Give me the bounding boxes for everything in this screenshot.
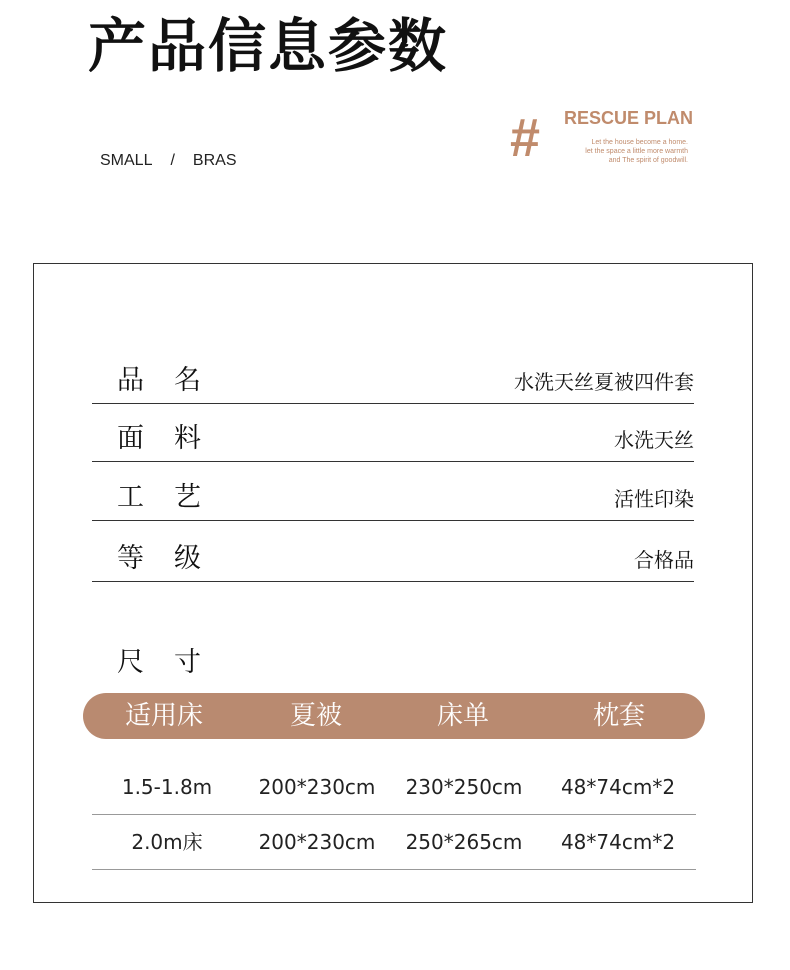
size-cell: 2.0m床 xyxy=(131,830,203,854)
attr-row-fabric xyxy=(92,403,694,462)
page-title: 产品信息参数 xyxy=(88,12,449,80)
subtitle-separator: / xyxy=(170,152,175,169)
attr-value: 水洗天丝 xyxy=(614,428,694,452)
size-header-cell: 床单 xyxy=(436,701,489,731)
subtitle-bras: BRAS xyxy=(192,152,237,169)
brand-name: RESCUE PLAN xyxy=(564,108,694,128)
brand-tagline-line: let the space a little more warmth xyxy=(585,148,688,155)
size-cell: 1.5-1.8m xyxy=(121,775,213,799)
subtitle-small: SMALL xyxy=(100,152,153,169)
size-cell: 48*74cm*2 xyxy=(560,830,676,854)
size-section-title: 尺寸 xyxy=(117,647,231,678)
attr-value: 水洗天丝夏被四件套 xyxy=(514,370,694,394)
attr-row-name xyxy=(92,345,694,404)
brand-tagline-line: and The spirit of goodwill. xyxy=(608,157,688,164)
attr-label: 工艺 xyxy=(117,482,231,513)
attr-row-grade xyxy=(92,523,694,582)
size-cell: 200*230cm xyxy=(258,775,376,799)
table-row xyxy=(92,815,696,870)
hash-icon: # xyxy=(510,108,541,168)
size-header-cell: 夏被 xyxy=(289,701,342,731)
size-cell: 200*230cm xyxy=(258,830,376,854)
size-table-header xyxy=(83,693,705,739)
size-cell: 48*74cm*2 xyxy=(560,775,676,799)
brand-tagline-line: Let the house become a home. xyxy=(591,139,688,146)
brand-logo xyxy=(510,108,700,168)
attr-value: 合格品 xyxy=(634,548,694,572)
size-header-cell: 适用床 xyxy=(124,701,203,731)
attr-label: 等级 xyxy=(117,543,231,574)
size-cell: 250*265cm xyxy=(405,830,523,854)
attr-value: 活性印染 xyxy=(614,487,694,511)
page-subtitle xyxy=(100,152,237,170)
attr-label: 面料 xyxy=(117,423,231,454)
size-cell: 230*250cm xyxy=(405,775,523,799)
size-header-cell: 枕套 xyxy=(592,701,645,731)
attr-row-process xyxy=(92,462,694,521)
table-row xyxy=(92,760,696,815)
brand-tagline xyxy=(585,138,688,165)
attr-label: 品名 xyxy=(117,365,231,396)
